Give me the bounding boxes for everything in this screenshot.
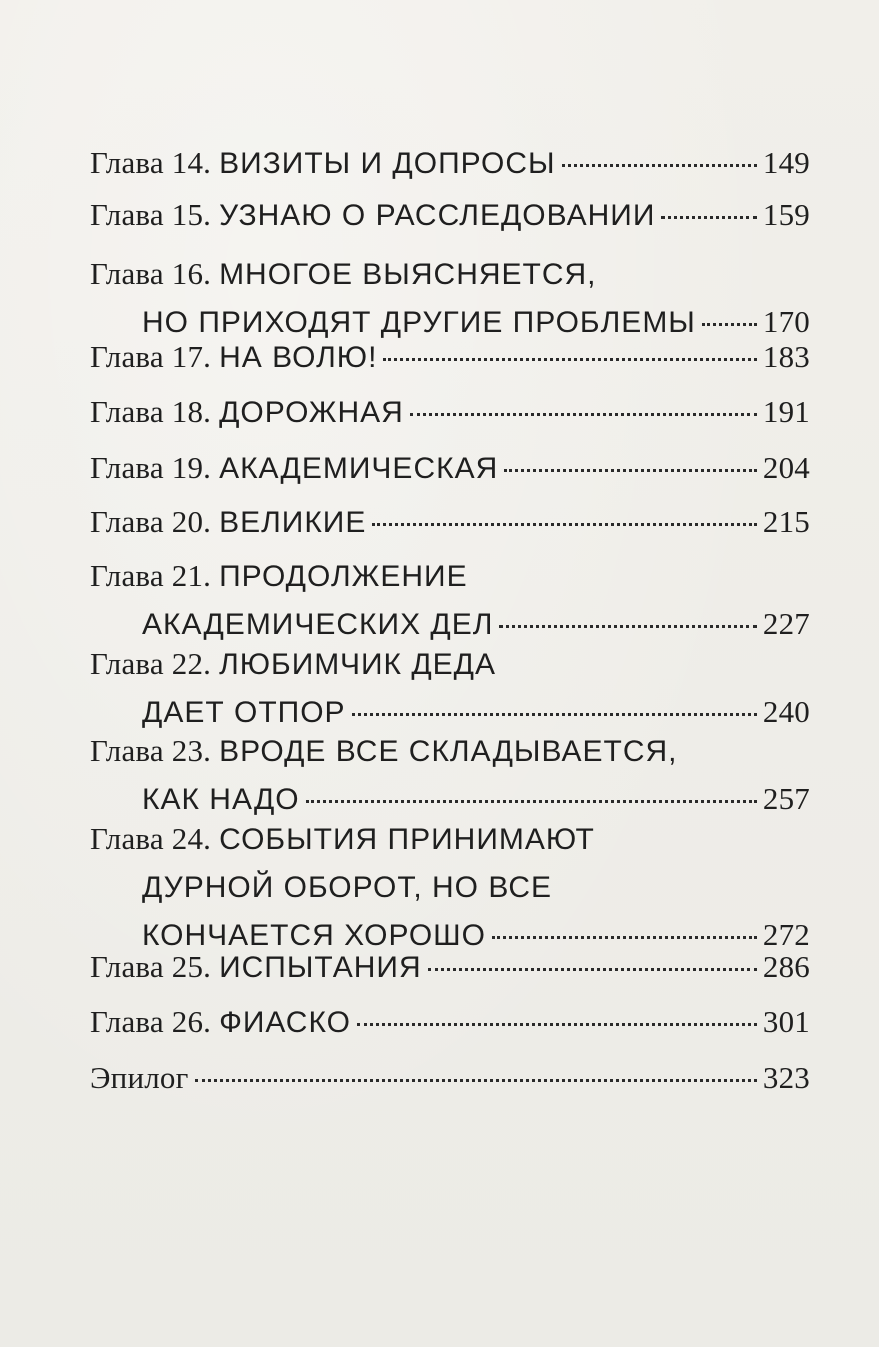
dot-leader <box>492 936 757 939</box>
page-number: 272 <box>762 917 810 952</box>
dot-leader <box>372 523 757 526</box>
toc-entry <box>90 640 810 736</box>
chapter-label: Глава 21. <box>90 558 212 593</box>
toc-line <box>90 815 810 863</box>
toc-line <box>90 139 810 187</box>
chapter-title: ФИАСКО <box>219 1006 351 1039</box>
toc-line <box>90 863 810 911</box>
dot-leader <box>428 968 757 971</box>
toc-line <box>90 727 810 775</box>
toc-line <box>90 498 810 546</box>
toc-line <box>90 333 810 381</box>
chapter-title: ВИЗИТЫ И ДОПРОСЫ <box>219 147 556 180</box>
toc-entry <box>90 998 810 1046</box>
chapter-title: ВРОДЕ ВСЕ СКЛАДЫВАЕТСЯ, <box>219 735 678 768</box>
toc-entry <box>90 943 810 991</box>
chapter-title: ДОРОЖНАЯ <box>219 396 404 429</box>
chapter-title-continued: ДАЕТ ОТПОР <box>142 696 346 729</box>
page-number: 183 <box>762 339 810 374</box>
chapter-title: ВЕЛИКИЕ <box>219 506 367 539</box>
toc-line <box>90 943 810 991</box>
page-number: 191 <box>762 394 810 429</box>
chapter-label: Глава 18. <box>90 394 212 429</box>
dot-leader <box>195 1079 757 1082</box>
epilogue-label: Эпилог <box>90 1060 189 1095</box>
toc-entry <box>90 388 810 436</box>
chapter-label: Глава 25. <box>90 949 212 984</box>
toc-line <box>90 640 810 688</box>
dot-leader <box>306 800 757 803</box>
chapter-title: УЗНАЮ О РАССЛЕДОВАНИИ <box>219 199 656 232</box>
dot-leader <box>357 1023 757 1026</box>
page-number: 170 <box>762 304 810 339</box>
dot-leader <box>352 713 757 716</box>
chapter-label: Глава 22. <box>90 646 212 681</box>
chapter-label: Глава 17. <box>90 339 212 374</box>
dot-leader <box>562 164 757 167</box>
page-number: 204 <box>762 450 810 485</box>
toc-entry <box>90 1054 810 1102</box>
toc-line <box>90 998 810 1046</box>
toc-line <box>90 444 810 492</box>
chapter-title-continued: НО ПРИХОДЯТ ДРУГИЕ ПРОБЛЕМЫ <box>142 306 696 339</box>
chapter-label: Глава 24. <box>90 821 212 856</box>
toc-entry <box>90 444 810 492</box>
chapter-title: ПРОДОЛЖЕНИЕ <box>219 560 468 593</box>
chapter-label: Глава 19. <box>90 450 212 485</box>
chapter-label: Глава 26. <box>90 1004 212 1039</box>
dot-leader <box>504 469 757 472</box>
chapter-label: Глава 16. <box>90 256 212 291</box>
dot-leader <box>383 358 756 361</box>
page-number: 215 <box>762 504 810 539</box>
page-number: 286 <box>762 949 810 984</box>
toc-line <box>90 552 810 600</box>
chapter-title: ЛЮБИМЧИК ДЕДА <box>219 648 496 681</box>
page-number: 240 <box>762 694 810 729</box>
chapter-title: МНОГОЕ ВЫЯСНЯЕТСЯ, <box>219 258 597 291</box>
chapter-title: НА ВОЛЮ! <box>219 341 378 374</box>
toc-entry <box>90 498 810 546</box>
toc-line <box>90 250 810 298</box>
chapter-label: Глава 15. <box>90 197 212 232</box>
dot-leader <box>702 323 757 326</box>
chapter-label: Глава 14. <box>90 145 212 180</box>
page-number: 227 <box>762 606 810 641</box>
page-number: 323 <box>762 1060 810 1095</box>
toc-line <box>90 388 810 436</box>
chapter-title-continued: КАК НАДО <box>142 783 300 816</box>
toc-entry <box>90 250 810 346</box>
dot-leader <box>410 413 757 416</box>
toc-line <box>90 191 810 239</box>
toc-entry <box>90 139 810 187</box>
chapter-title: АКАДЕМИЧЕСКАЯ <box>219 452 499 485</box>
chapter-title-continued: ДУРНОЙ ОБОРОТ, НО ВСЕ <box>142 871 553 904</box>
toc-entry <box>90 191 810 239</box>
toc-line <box>90 1054 810 1102</box>
chapter-title-continued: КОНЧАЕТСЯ ХОРОШО <box>142 919 487 952</box>
page-number: 257 <box>762 781 810 816</box>
chapter-title-continued: АКАДЕМИЧЕСКИХ ДЕЛ <box>142 608 494 641</box>
page-number: 301 <box>762 1004 810 1039</box>
toc-entry <box>90 815 810 959</box>
toc-entry <box>90 333 810 381</box>
dot-leader <box>499 625 756 628</box>
page-number: 159 <box>762 197 810 232</box>
chapter-label: Глава 20. <box>90 504 212 539</box>
dot-leader <box>661 216 756 219</box>
chapter-label: Глава 23. <box>90 733 212 768</box>
toc-entry <box>90 727 810 823</box>
chapter-title: ИСПЫТАНИЯ <box>219 951 422 984</box>
page-number: 149 <box>762 145 810 180</box>
chapter-title: СОБЫТИЯ ПРИНИМАЮТ <box>219 823 595 856</box>
toc-entry <box>90 552 810 648</box>
